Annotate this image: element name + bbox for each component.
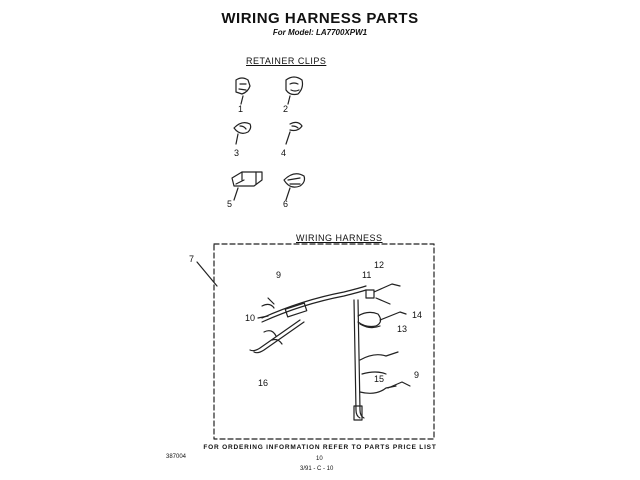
wiring-harness-assembly (250, 284, 410, 420)
callout-10: 10 (245, 313, 256, 323)
page-title: WIRING HARNESS PARTS (221, 10, 419, 27)
clip-number-5: 5 (227, 199, 233, 209)
print-code: 3/91 - C - 10 (300, 466, 334, 472)
clip-number-3: 3 (234, 148, 240, 158)
callout-12: 12 (374, 260, 385, 270)
retainer-clip-6 (284, 174, 305, 200)
clip-number-1: 1 (238, 104, 244, 114)
callout-16: 16 (258, 378, 269, 388)
callout-13: 13 (397, 324, 408, 334)
callout-9-upper: 9 (276, 270, 282, 280)
callout-7: 7 (189, 254, 195, 264)
callout-15: 15 (374, 374, 385, 384)
callout-11: 11 (362, 270, 372, 280)
page-number: 10 (316, 456, 323, 462)
wiring-harness-heading: WIRING HARNESS (296, 233, 383, 243)
document-number: 387004 (166, 454, 187, 460)
retainer-clip-1 (236, 78, 250, 104)
ordering-note: FOR ORDERING INFORMATION REFER TO PARTS PRICE LIST (203, 444, 437, 451)
clip-number-6: 6 (283, 199, 289, 209)
retainer-clip-3 (234, 123, 251, 144)
retainer-clip-2 (286, 77, 303, 104)
model-subtitle: For Model: LA7700XPW1 (272, 28, 368, 37)
harness-frame (214, 244, 434, 439)
retainer-clip-4 (286, 122, 302, 144)
retainer-clip-5 (232, 172, 262, 200)
retainer-clips-heading: RETAINER CLIPS (246, 56, 327, 66)
callout-14: 14 (412, 310, 423, 320)
clip-number-4: 4 (281, 148, 287, 158)
callout-9-lower: 9 (414, 370, 420, 380)
clip-number-2: 2 (283, 104, 289, 114)
